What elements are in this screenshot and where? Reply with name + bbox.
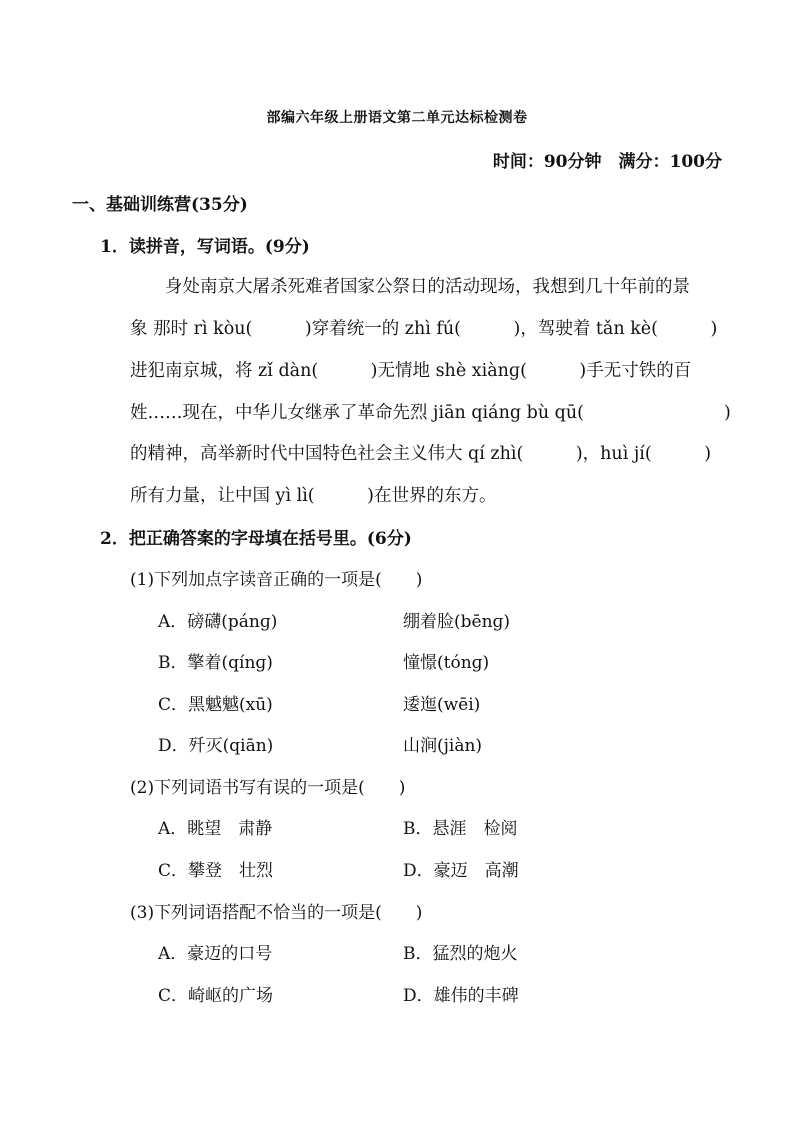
question-2-title: 2．把正确答案的字母填在括号里。(6分)	[100, 529, 412, 549]
option-left: C．攀登 壮烈	[158, 861, 274, 881]
option-left: A．豪迈的口号	[158, 944, 273, 964]
subquestion-1-title: (1)下列加点字读音正确的一项是( )	[130, 570, 423, 590]
subquestion-2-title: (2)下列词语书写有误的一项是( )	[130, 778, 406, 798]
option-left: D．歼灭(qiān)	[158, 736, 274, 756]
option-right: B．猛烈的炮火	[403, 944, 518, 964]
option-right: D．豪迈 高潮	[403, 861, 519, 881]
exam-time-info: 时间：90分钟 满分：100分	[492, 152, 722, 172]
question-1-line: 姓……现在，中华儿女继承了革命先烈 jiān qiáng bù qū( )	[130, 403, 731, 423]
option-right: 逶迤(wēi)	[403, 695, 481, 715]
option-left: A．磅礴(pánɡ)	[158, 612, 278, 632]
option-left: A．眺望 肃静	[158, 819, 273, 839]
option-right: 憧憬(tónɡ)	[403, 653, 490, 673]
option-left: C．崎岖的广场	[158, 986, 274, 1006]
question-1-line: 象 那时 rì kòu( )穿着统一的 zhì fú( )，驾驶着 tǎn kè( )	[130, 319, 718, 339]
option-left: B．擎着(qínɡ)	[158, 653, 273, 673]
question-1-title: 1．读拼音，写词语。(9分)	[100, 237, 310, 257]
question-1-line: 进犯南京城，将 zǐ dàn( )无情地 shè xiànɡ( )手无寸铁的百	[130, 361, 692, 381]
subquestion-3-title: (3)下列词语搭配不恰当的一项是( )	[130, 903, 423, 923]
page-title: 部编六年级上册语文第二单元达标检测卷	[266, 110, 528, 126]
question-1-line: 的精神，高举新时代中国特色社会主义伟大 qí zhì( )，huì jí( )	[130, 444, 712, 464]
option-right: B．悬涯 检阅	[403, 819, 518, 839]
question-1-line: 身处南京大屠杀死难者国家公祭日的活动现场，我想到几十年前的景	[165, 277, 690, 297]
option-right: 山涧(jiàn)	[403, 736, 483, 756]
question-1-line: 所有力量，让中国 yì lì( )在世界的东方。	[130, 486, 497, 506]
option-right: 绷着脸(bēnɡ)	[403, 612, 511, 632]
section-title: 一、基础训练营(35分)	[72, 195, 248, 215]
option-left: C．黑魆魆(xū)	[158, 695, 273, 715]
option-right: D．雄伟的丰碑	[403, 986, 519, 1006]
